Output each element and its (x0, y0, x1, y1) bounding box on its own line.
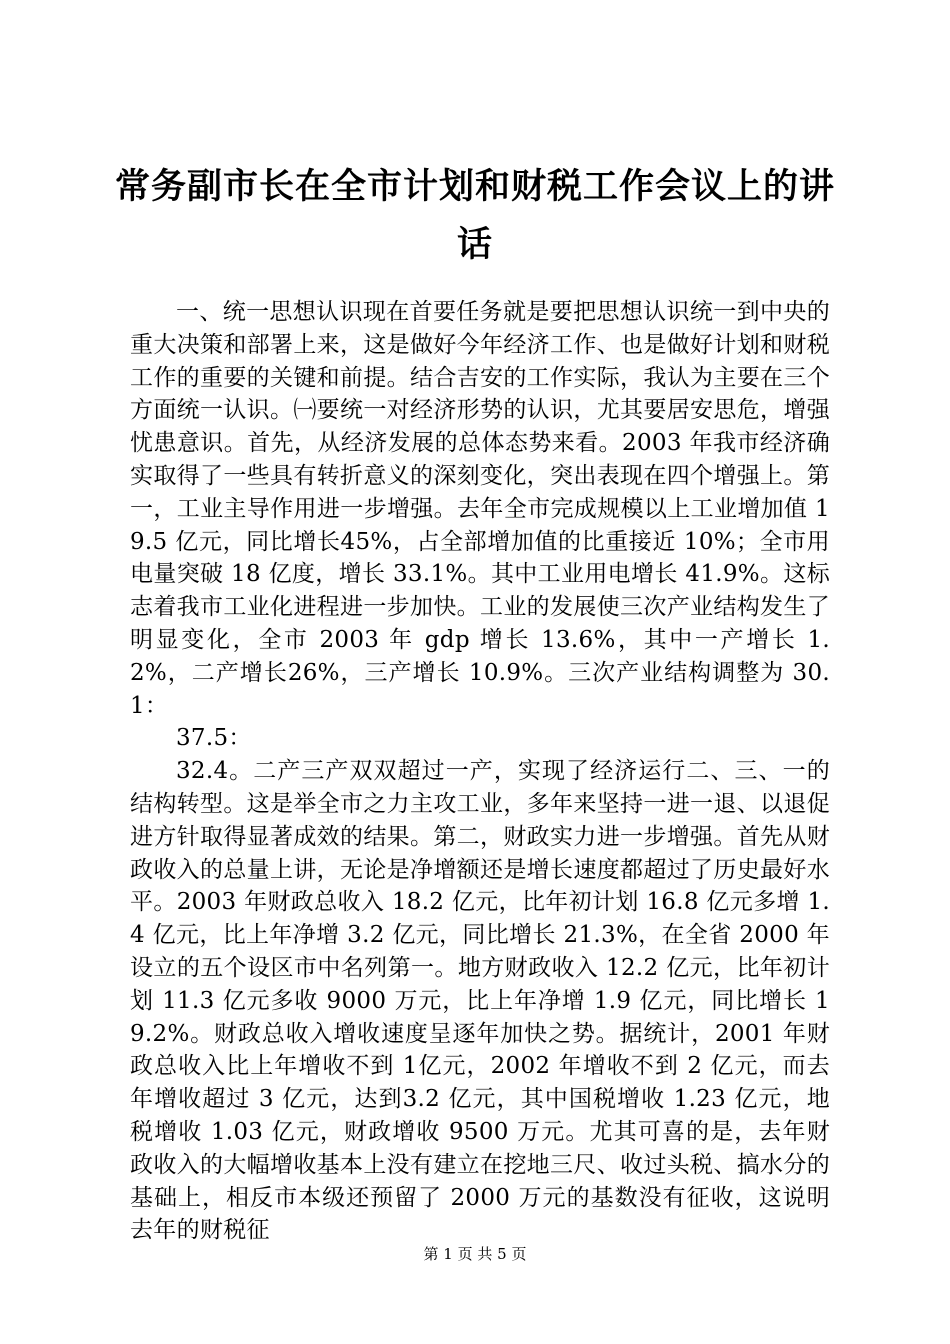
document-body (130, 296, 830, 1247)
paragraph-2: 37.5： (176, 725, 252, 752)
paragraph-3: 32.4。二产三产双双超过一产，实现了经济运行二、三、一的结构转型。这是举全市之力主攻工业，多年来坚持一进一退、以退促进方针取得显著成效的结果。第二，财政实力进一步增强。首先从财政收入的总量上讲，无论是净增额还是增长速度都超过了历史最好水平。2003 年财政总收入 18.2 亿元，比年初计划 16.8 亿元多增 1.4 亿元，比上年净增 3.2 亿元，同比增长 21.3%，在全省 2000 年设立的五个设区市中名列第一。地方财政收入 12.2 亿元，比年初计划 11.3 亿元多收 9000 万元，比上年净增 1.9 亿元，同比增长 19.2%。财政总收入增收速度呈逐年加快之势。据统计，2001 年财政总收入比上年增收不到 1亿元，2002 年增收不到 2 亿元，而去年增收超过 3 亿元，达到3.2 亿元，其中国税增收 1.23 亿元，地税增收 1.03 亿元，财政增收 9500 万元。尤其可喜的是，去年财政收入的大幅增收基本上没有建立在挖地三尺、收过头税、搞水分的基础上，相反市本级还预留了 2000 万元的基数没有征收，这说明去年的财税征 (130, 758, 830, 1244)
page-number-footer: 第 1 页 共 5 页 (423, 1245, 527, 1263)
paragraph-1: 一、统一思想认识现在首要任务就是要把思想认识统一到中央的重大决策和部署上来，这是做好今年经济工作、也是做好计划和财税工作的重要的关键和前提。结合吉安的工作实际，我认为主要在三个方面统一认识。㈠要统一对经济形势的认识，尤其要居安思危，增强忧患意识。首先，从经济发展的总体态势来看。2003 年我市经济确实取得了一些具有转折意义的深刻变化，突出表现在四个增强上。第一，工业主导作用进一步增强。去年全市完成规模以上工业增加值 19.5 亿元，同比增长45%，占全部增加值的比重接近 10%；全市用电量突破 18 亿度，增长 33.1%。其中工业用电增长 41.9%。这标志着我市工业化进程进一步加快。工业的发展使三次产业结构发生了明显变化，全市 2003 年 gdp 增长 13.6%，其中一产增长 1.2%，二产增长26%，三产增长 10.9%。三次产业结构调整为 30.1： (130, 299, 830, 719)
document-title: 常务副市长在全市计划和财税工作会议上的讲话 (114, 167, 835, 265)
